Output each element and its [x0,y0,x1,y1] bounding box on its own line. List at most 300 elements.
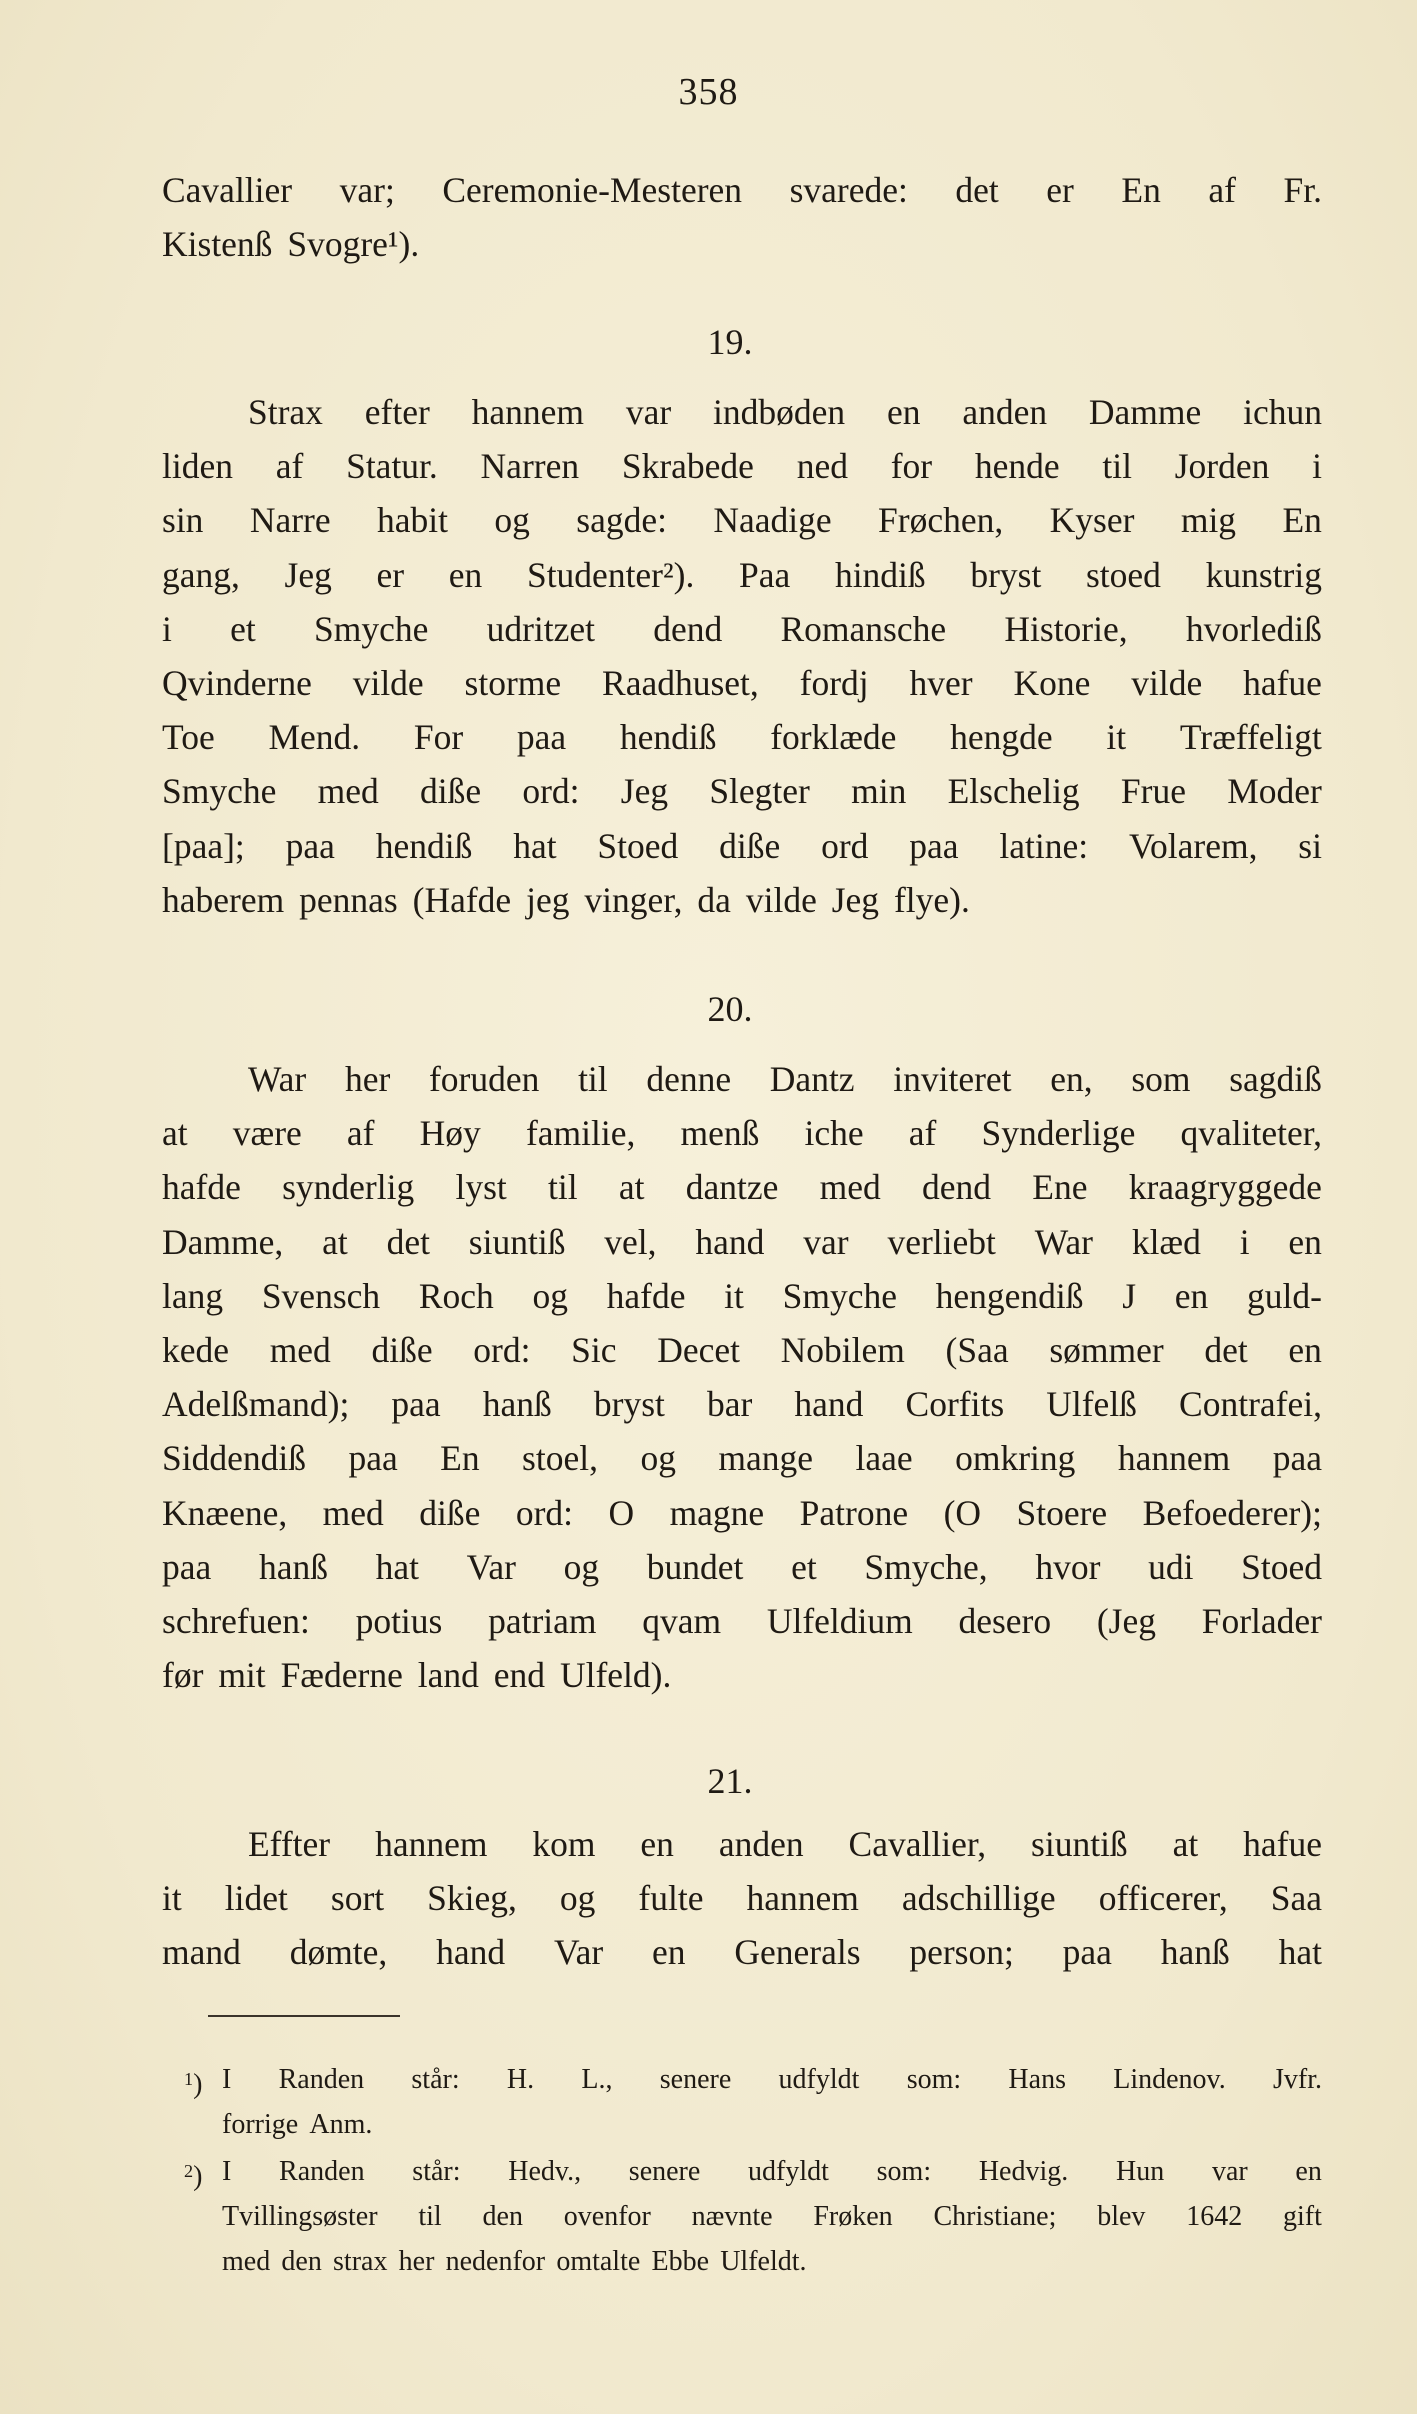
word: hannem [375,1824,488,1864]
word: lyst [455,1167,507,1208]
word: Stoere [1016,1492,1108,1533]
word: paa [391,1384,441,1425]
word: udfyldt [748,2156,829,2187]
word: sin [162,500,204,541]
word: paa [1062,1932,1112,1973]
word: Kone [1013,663,1091,704]
word: vinger, [584,879,683,920]
word: En [1121,170,1161,210]
section-number-19: 19. [707,322,753,362]
text-line [162,1052,1322,1106]
word: at [322,1221,348,1262]
word: sort [330,1878,385,1919]
word: udfyldt [778,2064,860,2095]
word: H. [506,2064,535,2095]
word: en [1295,2156,1322,2187]
text-line [162,1871,1322,1925]
text-line [162,1269,1322,1323]
word: det [955,170,999,210]
word: omkring [955,1438,1076,1479]
word: gang, [162,554,240,595]
word: En [440,1438,480,1479]
text-line [162,1160,1322,1214]
word: paa [285,825,335,866]
word: i [162,608,172,649]
text-line [162,1431,1322,1485]
word: Moder [1227,771,1322,812]
footnote-line [222,2102,1322,2147]
word: guld- [1246,1275,1322,1316]
word: storme [464,663,562,704]
word: ord [821,825,869,866]
word: Generals [734,1932,861,1973]
word: it [162,1878,182,1919]
word: Lindenov. [1113,2064,1226,2095]
word: For [413,717,464,758]
word: Cavallier [162,170,293,210]
word: hand [436,1932,506,1973]
word: Smyche, [864,1546,988,1587]
word: Var [553,1932,604,1973]
word: War [248,1059,307,1099]
section-20-text [162,1052,1322,1702]
word: foruden [428,1059,540,1099]
word: O [608,1492,635,1533]
word: hanß [482,1384,552,1425]
word: qvaliteter, [1180,1113,1322,1154]
word: til [548,1167,578,1208]
word: svarede: [789,170,908,210]
word: omtalte [556,2246,641,2277]
word: ichun [1243,392,1322,432]
word: J [1122,1275,1137,1316]
word: person; [909,1932,1014,1973]
paragraph-continuation [162,163,1322,271]
word: iche [804,1113,864,1154]
word: Skieg, [427,1878,517,1919]
word: Strax [248,392,323,432]
word: Stoed [597,825,679,866]
word: mange [718,1438,814,1479]
word: Randen [278,2064,365,2095]
word: it [1106,717,1127,758]
word: hafde [606,1275,686,1316]
word: hannem [1117,1438,1231,1479]
word: klæd [1131,1221,1201,1262]
word: at [162,1113,188,1154]
word: Høy [419,1113,481,1154]
word: Ulfelß [1046,1384,1137,1425]
word: menß [680,1113,760,1154]
word: og [563,1546,600,1587]
word: diße [719,825,781,866]
word: Jorden [1174,446,1270,487]
footnote-rule [208,2015,400,2017]
word: hende [974,446,1060,487]
word: fordj [799,663,869,704]
word: jeg [526,879,570,920]
word: fulte [638,1878,704,1919]
footnote-line [222,2149,1322,2194]
section-number-21: 21. [707,1761,753,1801]
word: hand [794,1384,864,1425]
word: med [269,1330,331,1371]
word: Sic [571,1330,617,1371]
word: Frue [1120,771,1186,812]
word: War [1034,1221,1093,1262]
word: hannem [746,1878,859,1919]
word: hat [375,1546,419,1587]
word: paa [1272,1438,1322,1479]
word: ord: [515,1492,574,1533]
word: Jeg [831,879,880,920]
word: og [494,500,530,541]
word: paa [909,825,959,866]
word: at [618,1167,645,1208]
word: ovenfor [563,2201,651,2232]
word: (Jeg [1096,1601,1156,1642]
word: en, [1050,1059,1093,1099]
text-line [162,1323,1322,1377]
word: kraagryggede [1128,1167,1322,1208]
word: hanß [1160,1932,1230,1973]
word: patriam [488,1601,597,1642]
word: Effter [248,1824,331,1864]
text-line [162,1594,1322,1648]
word: som [1131,1059,1191,1099]
word: lidet [224,1878,288,1919]
word: nævnte [691,2201,773,2232]
text-line [162,1817,1322,1871]
word: Tvillingsøster [222,2201,378,2232]
word: med [819,1167,881,1208]
word: blev [1097,2201,1146,2232]
word: ord: [473,1330,531,1371]
word: Svensch [261,1275,381,1316]
word: denne [646,1059,732,1099]
word: var [625,392,672,432]
word: en [1288,1221,1322,1262]
word: Narren [480,446,580,487]
word: Damme, [162,1221,284,1262]
word: Volarem, [1128,825,1258,866]
word: Skrabede [621,446,754,487]
word: Hedvig. [978,2156,1069,2187]
text-line [162,1215,1322,1269]
word: Frøken [813,2201,893,2232]
word: her [398,2246,435,2277]
word: at [1172,1824,1199,1864]
text-line [162,548,1322,602]
word: bundet [646,1546,744,1587]
word: stoed [1085,554,1161,595]
word: dend [922,1167,992,1208]
word: liden [162,446,233,487]
word: Kistenß [162,224,273,265]
word: vilde [745,879,817,920]
word: L., [581,2064,613,2095]
word: paa [516,717,567,758]
word: senere [628,2156,701,2187]
word: en [1174,1275,1209,1316]
word: i [1239,1221,1250,1262]
word: hendiß [375,825,473,866]
word: hindiß [834,554,926,595]
word: Adelßmand); [162,1384,350,1425]
word: Befoederer); [1142,1492,1322,1533]
text-line [162,163,1322,217]
footnote-2 [184,2149,1322,2284]
word: pennas [299,879,398,920]
word: si [1298,825,1322,866]
word: bryst [970,554,1042,595]
word: hvor [1035,1546,1101,1587]
word: af [346,1113,375,1154]
word: latine: [999,825,1089,866]
word: Randen [279,2156,365,2187]
word: siuntiß [1031,1824,1128,1864]
word: dømte, [289,1932,388,1973]
word: af [275,446,304,487]
word: 1642 [1186,2201,1243,2232]
word: Ebbe [651,2246,710,2277]
word: sagdiß [1229,1059,1322,1099]
text-line [162,1377,1322,1431]
word: vilde [1131,663,1203,704]
word: Patrone [799,1492,909,1533]
word: Anm. [309,2109,373,2140]
word: af [908,1113,937,1154]
word: med [222,2246,271,2277]
word: Contrafei, [1179,1384,1322,1425]
word: ned [796,446,848,487]
word: (Hafde [412,879,512,920]
word: officerer, [1098,1878,1228,1919]
word: af [1208,170,1236,210]
word: som: [876,2156,932,2187]
text-line [162,764,1322,818]
word: hvorlediß [1185,608,1322,649]
word: forrige [222,2109,299,2140]
word: familie, [525,1113,636,1154]
word: Studenter²). [526,554,695,595]
word: være [232,1113,302,1154]
word: Jvfr. [1273,2064,1322,2095]
word: mig [1180,500,1237,541]
text-line [162,385,1322,439]
word: mand [162,1932,241,1973]
word: i [1312,446,1322,487]
word: en [652,1932,686,1973]
word: Christiane; [933,2201,1057,2232]
word: (Saa [945,1330,1009,1371]
word: en [640,1824,674,1864]
word: Siddendiß [162,1438,306,1479]
word: Ulfeldt. [720,2246,807,2277]
word: en [448,554,483,595]
word: vilde [352,663,424,704]
section-19-text [162,385,1322,927]
word: Naadige [713,500,832,541]
footnote-marker: $^1$) [184,2069,203,2101]
word: Ene [1032,1167,1088,1208]
word: hand [695,1221,765,1262]
word: dend [653,608,723,649]
word: paa [348,1438,398,1479]
word: det [1204,1330,1248,1371]
word: bar [706,1384,753,1425]
word: haberem [162,879,285,920]
word: forklæde [770,717,897,758]
word: I [222,2064,232,2095]
word: qvam [642,1601,722,1642]
word: adschillige [901,1878,1056,1919]
word: her [344,1059,391,1099]
word: Cavallier, [848,1824,987,1864]
word: og [559,1878,596,1919]
word: synderlig [282,1167,415,1208]
word: den [482,2201,523,2232]
word: det [386,1221,430,1262]
word: udi [1148,1546,1194,1587]
word: hengde [950,717,1053,758]
word: efter [364,392,430,432]
word: magne [669,1492,765,1533]
word: Qvinderne [162,663,312,704]
word: flye). [893,879,970,920]
word: står: [411,2064,460,2095]
word: Raadhuset, [602,663,759,704]
word: Damme [1088,392,1202,432]
word: et [791,1546,817,1587]
word: Hun [1115,2156,1165,2187]
word: som: [906,2064,962,2095]
word: et [230,608,256,649]
text-line [162,819,1322,873]
word: mit [218,1655,266,1696]
word: Fæderne [280,1655,403,1696]
word: Narre [249,500,331,541]
word: Statur. [346,446,438,487]
word: hafue [1243,1824,1322,1864]
word: diße [371,1330,433,1371]
word: laae [855,1438,913,1479]
word: end [493,1655,546,1696]
word: Saa [1270,1878,1322,1919]
word: hafue [1243,663,1322,704]
word: var [803,1221,849,1262]
word: Svogre¹). [287,224,420,265]
word: indbøden [713,392,846,432]
word: var; [339,170,395,210]
word: hat [1278,1932,1322,1973]
word: inviteret [893,1059,1012,1099]
word: Ceremonie-Mesteren [442,170,743,210]
word: Mend. [268,717,361,758]
word: hannem [471,392,585,432]
word: Fr. [1283,170,1322,210]
word: Slegter [709,771,810,812]
text-line [162,710,1322,764]
word: hver [909,663,973,704]
word: Træffeligt [1179,717,1322,758]
word: Nobilem [780,1330,905,1371]
word: Stoed [1241,1546,1322,1587]
word: den [281,2246,322,2277]
word: hengendiß [935,1275,1084,1316]
word: schrefuen: [162,1601,310,1642]
text-line [162,1925,1322,1979]
word: habit [377,500,448,541]
word: Paa [739,554,791,595]
word: kom [532,1824,596,1864]
word: hat [513,825,557,866]
word: gift [1283,2201,1322,2232]
word: Frøchen, [878,500,1004,541]
word: ord: [522,771,580,812]
word: var [1211,2156,1248,2187]
footnote-line [222,2194,1322,2239]
word: stoel, [522,1438,598,1479]
word: Jeg [620,771,669,812]
text-line [162,656,1322,710]
word: anden [718,1824,804,1864]
word: siuntiß [468,1221,566,1262]
word: Romansche [780,608,947,649]
word: I [222,2156,232,2187]
word: sagde: [576,500,667,541]
footnote-1 [184,2057,1322,2147]
text-line [162,439,1322,493]
word: Var [466,1546,516,1587]
word: senere [659,2064,732,2095]
word: Smyche [313,608,429,649]
word: dantze [685,1167,779,1208]
word: diße [419,771,482,812]
word: og [532,1275,568,1316]
footnote-line [222,2239,1322,2284]
word: land [417,1655,479,1696]
word: til [418,2201,442,2232]
word: desero [958,1601,1052,1642]
text-line [162,602,1322,656]
text-line [162,217,1322,271]
text-line [162,493,1322,547]
word: strax [333,2246,388,2277]
word: Hans [1008,2064,1066,2095]
word: hanß [258,1546,328,1587]
word: bryst [593,1384,665,1425]
word: er [1046,170,1074,210]
word: før [162,1655,204,1696]
word: sømmer [1049,1330,1164,1371]
word: verliebt [887,1221,996,1262]
word: paa [162,1546,212,1587]
word: diße [419,1492,481,1533]
text-line [162,873,1322,927]
word: står: [412,2156,461,2187]
word: med [317,771,379,812]
word: Synderlige [981,1113,1136,1154]
word: Forlader [1201,1601,1322,1642]
word: vel, [604,1221,657,1262]
word: lang [162,1275,224,1316]
text-line [162,1540,1322,1594]
word: it [724,1275,744,1316]
text-line [162,1106,1322,1160]
word: Historie, [1004,608,1128,649]
word: Knæene, [162,1492,288,1533]
